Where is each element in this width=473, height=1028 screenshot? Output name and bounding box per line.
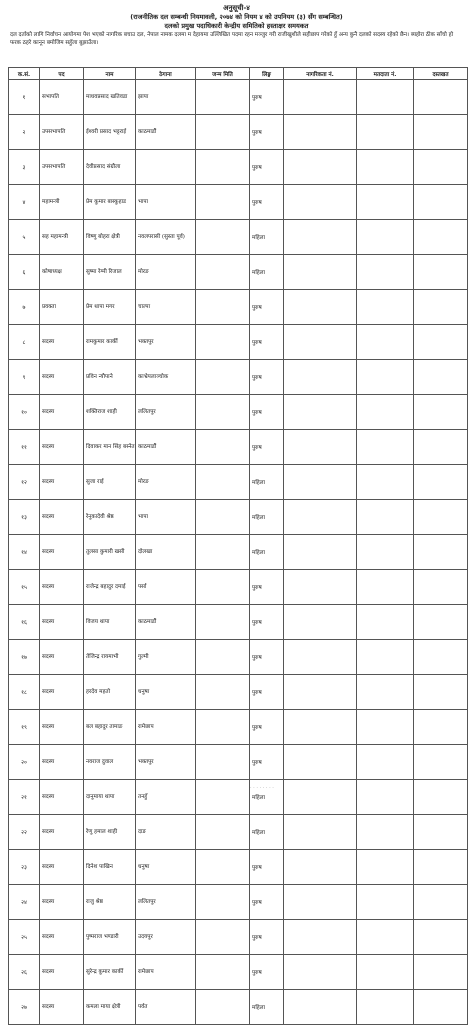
birth-date-cell bbox=[196, 220, 250, 255]
name-cell: रेणु हमाल शाही bbox=[84, 815, 136, 850]
position-cell: प्रवक्ता bbox=[40, 290, 84, 325]
signature-cell bbox=[414, 710, 468, 745]
name-cell: दानुमाया थापा bbox=[84, 780, 136, 815]
citizenship-number-cell bbox=[284, 465, 357, 500]
voter-number-cell bbox=[357, 780, 414, 815]
gender-cell: पुरुष bbox=[250, 710, 284, 745]
citizenship-number-cell bbox=[284, 675, 357, 710]
signature-cell bbox=[414, 745, 468, 780]
column-header: नागरिकता नं. bbox=[284, 68, 357, 80]
row-number: १८ bbox=[9, 675, 40, 710]
position-cell: सदस्य bbox=[40, 675, 84, 710]
address-cell: उदयपुर bbox=[136, 920, 196, 955]
signature-cell bbox=[414, 990, 468, 1025]
birth-date-cell bbox=[196, 115, 250, 150]
birth-date-cell bbox=[196, 535, 250, 570]
signature-cell bbox=[414, 430, 468, 465]
signature-cell bbox=[414, 290, 468, 325]
gender-cell: पुरुष bbox=[250, 745, 284, 780]
table-row bbox=[9, 290, 468, 325]
position-cell: सदस्य bbox=[40, 710, 84, 745]
table-row bbox=[9, 115, 468, 150]
row-number: २७ bbox=[9, 990, 40, 1025]
table-row bbox=[9, 80, 468, 115]
row-number: १० bbox=[9, 395, 40, 430]
address-cell: दाङ bbox=[136, 815, 196, 850]
position-cell: सदस्य bbox=[40, 815, 84, 850]
gender-cell: पुरुष bbox=[250, 605, 284, 640]
signature-cell bbox=[414, 395, 468, 430]
voter-number-cell bbox=[357, 430, 414, 465]
citizenship-number-cell bbox=[284, 115, 357, 150]
voter-number-cell bbox=[357, 465, 414, 500]
table-row bbox=[9, 220, 468, 255]
citizenship-number-cell bbox=[284, 570, 357, 605]
citizenship-number-cell bbox=[284, 325, 357, 360]
gender-cell: महिला bbox=[250, 815, 284, 850]
address-cell: धनुषा bbox=[136, 850, 196, 885]
gender-cell: पुरुष bbox=[250, 955, 284, 990]
name-cell: सुष्मा रेग्मी रिजाल bbox=[84, 255, 136, 290]
citizenship-number-cell bbox=[284, 815, 357, 850]
voter-number-cell bbox=[357, 990, 414, 1025]
table-row bbox=[9, 360, 468, 395]
gender-cell: पुरुष bbox=[250, 675, 284, 710]
name-cell: प्रविन न्यौपाने bbox=[84, 360, 136, 395]
citizenship-number-cell bbox=[284, 920, 357, 955]
voter-number-cell bbox=[357, 535, 414, 570]
address-cell: रामेछाप bbox=[136, 710, 196, 745]
regulation-subtitle: (राजनीतिक दल सम्बन्धी नियमावली, २०७४ को नियम ४ को उपनियम (३) सँग सम्बन्धित) bbox=[130, 13, 343, 21]
name-cell: दिवाकर मान सिंह बस्नेत bbox=[84, 430, 136, 465]
citizenship-number-cell bbox=[284, 220, 357, 255]
birth-date-cell bbox=[196, 605, 250, 640]
row-number: १७ bbox=[9, 640, 40, 675]
position-cell: सदस्य bbox=[40, 955, 84, 990]
voter-number-cell bbox=[357, 605, 414, 640]
row-number: ५ bbox=[9, 220, 40, 255]
citizenship-number-cell bbox=[284, 850, 357, 885]
birth-date-cell bbox=[196, 255, 250, 290]
birth-date-cell bbox=[196, 920, 250, 955]
table-row bbox=[9, 745, 468, 780]
birth-date-cell bbox=[196, 780, 250, 815]
birth-date-cell bbox=[196, 675, 250, 710]
faint-stamp-mark: · · · · · · · · bbox=[250, 785, 274, 791]
address-cell: पर्वत bbox=[136, 990, 196, 1025]
voter-number-cell bbox=[357, 255, 414, 290]
column-header: ठेगाना bbox=[136, 68, 196, 80]
position-cell: सदस्य bbox=[40, 465, 84, 500]
table-row bbox=[9, 885, 468, 920]
position-cell: महामन्त्री bbox=[40, 185, 84, 220]
gender-cell: पुरुष bbox=[250, 570, 284, 605]
table-row bbox=[9, 255, 468, 290]
table-row bbox=[9, 430, 468, 465]
name-cell: रेनुकादेवी श्रेष्ठ bbox=[84, 500, 136, 535]
voter-number-cell bbox=[357, 815, 414, 850]
row-number: १ bbox=[9, 80, 40, 115]
signature-cell bbox=[414, 360, 468, 395]
position-cell: सदस्य bbox=[40, 990, 84, 1025]
voter-number-cell bbox=[357, 850, 414, 885]
row-number: ९ bbox=[9, 360, 40, 395]
table-row bbox=[9, 955, 468, 990]
address-cell: भापा bbox=[136, 185, 196, 220]
column-header: दस्तखत bbox=[414, 68, 468, 80]
address-cell bbox=[136, 150, 196, 185]
table-row bbox=[9, 150, 468, 185]
position-cell: सदस्य bbox=[40, 360, 84, 395]
address-cell: काभ्रेपलाञ्चोक bbox=[136, 360, 196, 395]
address-cell: ललितपुर bbox=[136, 885, 196, 920]
row-number: २ bbox=[9, 115, 40, 150]
gender-cell: पुरुष bbox=[250, 325, 284, 360]
gender-cell: पुरुष bbox=[250, 920, 284, 955]
signature-cell bbox=[414, 640, 468, 675]
voter-number-cell bbox=[357, 395, 414, 430]
table-row bbox=[9, 815, 468, 850]
birth-date-cell bbox=[196, 570, 250, 605]
voter-number-cell bbox=[357, 290, 414, 325]
name-cell: सुरेन्द्र कुमार कार्की bbox=[84, 955, 136, 990]
birth-date-cell bbox=[196, 430, 250, 465]
table-row bbox=[9, 185, 468, 220]
row-number: १३ bbox=[9, 500, 40, 535]
birth-date-cell bbox=[196, 465, 250, 500]
gender-cell: पुरुष bbox=[250, 185, 284, 220]
birth-date-cell bbox=[196, 185, 250, 220]
row-number: २२ bbox=[9, 815, 40, 850]
name-cell: बल बहादुर तामाङ bbox=[84, 710, 136, 745]
table-row bbox=[9, 990, 468, 1025]
gender-cell: महिला bbox=[250, 465, 284, 500]
row-number: २४ bbox=[9, 885, 40, 920]
name-cell: तेजिन्द्र रायमाभी bbox=[84, 640, 136, 675]
birth-date-cell bbox=[196, 745, 250, 780]
voter-number-cell bbox=[357, 640, 414, 675]
address-cell: काठमाडौं bbox=[136, 605, 196, 640]
signature-cell bbox=[414, 955, 468, 990]
citizenship-number-cell bbox=[284, 360, 357, 395]
name-cell: प्रेम थापा मगर bbox=[84, 290, 136, 325]
row-number: २१ bbox=[9, 780, 40, 815]
row-number: २३ bbox=[9, 850, 40, 885]
birth-date-cell bbox=[196, 325, 250, 360]
signature-cell bbox=[414, 220, 468, 255]
name-cell: रामकुमार कार्की bbox=[84, 325, 136, 360]
citizenship-number-cell bbox=[284, 885, 357, 920]
signature-cell bbox=[414, 815, 468, 850]
citizenship-number-cell bbox=[284, 395, 357, 430]
column-header: लिङ्ग bbox=[250, 68, 284, 80]
row-number: १९ bbox=[9, 710, 40, 745]
birth-date-cell bbox=[196, 500, 250, 535]
birth-date-cell bbox=[196, 990, 250, 1025]
birth-date-cell bbox=[196, 850, 250, 885]
citizenship-number-cell bbox=[284, 500, 357, 535]
table-row bbox=[9, 780, 468, 815]
officials-table bbox=[8, 67, 468, 1025]
name-cell: विजय थापा bbox=[84, 605, 136, 640]
column-header: जन्म मिति bbox=[196, 68, 250, 80]
position-cell: सदस्य bbox=[40, 885, 84, 920]
citizenship-number-cell bbox=[284, 710, 357, 745]
name-cell: प्रेम कुमार बास्कुहाड bbox=[84, 185, 136, 220]
birth-date-cell bbox=[196, 290, 250, 325]
position-cell: सदस्य bbox=[40, 500, 84, 535]
signature-cell bbox=[414, 115, 468, 150]
signature-cell bbox=[414, 80, 468, 115]
gender-cell: पुरुष bbox=[250, 395, 284, 430]
position-cell: सदस्य bbox=[40, 920, 84, 955]
signature-cell bbox=[414, 675, 468, 710]
voter-number-cell bbox=[357, 710, 414, 745]
signature-cell bbox=[414, 920, 468, 955]
position-cell: सदस्य bbox=[40, 780, 84, 815]
citizenship-number-cell bbox=[284, 290, 357, 325]
signature-cell bbox=[414, 605, 468, 640]
address-cell: गुल्मी bbox=[136, 640, 196, 675]
table-row bbox=[9, 500, 468, 535]
voter-number-cell bbox=[357, 570, 414, 605]
name-cell: विष्णु बोहरा क्षेत्री bbox=[84, 220, 136, 255]
column-header: क.सं. bbox=[9, 68, 40, 80]
gender-cell: महिला bbox=[250, 535, 284, 570]
position-cell: सदस्य bbox=[40, 570, 84, 605]
table-row bbox=[9, 675, 468, 710]
address-cell: झापा bbox=[136, 80, 196, 115]
signature-cell bbox=[414, 325, 468, 360]
address-cell: मोरङ bbox=[136, 255, 196, 290]
gender-cell: पुरुष bbox=[250, 80, 284, 115]
gender-cell: महिला bbox=[250, 255, 284, 290]
signature-cell bbox=[414, 500, 468, 535]
table-row bbox=[9, 850, 468, 885]
gender-cell: महिला bbox=[250, 500, 284, 535]
table-row bbox=[9, 325, 468, 360]
signature-cell bbox=[414, 465, 468, 500]
position-cell: सदस्य bbox=[40, 640, 84, 675]
name-cell: राजु श्रेष्ठ bbox=[84, 885, 136, 920]
document-header bbox=[0, 4, 473, 31]
address-cell: धनुषा bbox=[136, 675, 196, 710]
voter-number-cell bbox=[357, 500, 414, 535]
citizenship-number-cell bbox=[284, 640, 357, 675]
name-cell: शक्तिराज शाही bbox=[84, 395, 136, 430]
declaration-text: दल दर्ताको लागि निर्वाचन आयोगमा पेश भएको नागरिक बचाउ दल, नेपाल नामक दलमा म देहायमा उल्लिखित पदमा रहन मञ्जुर गरी राजीखुशीले सहीछाप गरेको हुँ अन्य कुनै दलको सदस्य रहेको छैन। ब्यहोरा ठीक साँचो हो फरक ठहरे कानून बमोजिम सहुँला बुझाउँला। bbox=[10, 32, 454, 46]
voter-number-cell bbox=[357, 115, 414, 150]
birth-date-cell bbox=[196, 360, 250, 395]
table-row bbox=[9, 640, 468, 675]
position-cell: सदस्य bbox=[40, 745, 84, 780]
voter-number-cell bbox=[357, 920, 414, 955]
gender-cell: पुरुष bbox=[250, 430, 284, 465]
citizenship-number-cell bbox=[284, 535, 357, 570]
name-cell: माधवप्रसाद खतिवडा bbox=[84, 80, 136, 115]
table-row bbox=[9, 570, 468, 605]
position-cell: सदस्य bbox=[40, 325, 84, 360]
birth-date-cell bbox=[196, 815, 250, 850]
citizenship-number-cell bbox=[284, 605, 357, 640]
row-number: ३ bbox=[9, 150, 40, 185]
voter-number-cell bbox=[357, 675, 414, 710]
row-number: ४ bbox=[9, 185, 40, 220]
address-cell: नवलपरासी (सुस्ता पूर्व) bbox=[136, 220, 196, 255]
signature-cell bbox=[414, 885, 468, 920]
signature-cell bbox=[414, 185, 468, 220]
address-cell: रामेछाप bbox=[136, 955, 196, 990]
position-cell: उपसभापति bbox=[40, 115, 84, 150]
table-row bbox=[9, 710, 468, 745]
gender-cell: पुरुष bbox=[250, 640, 284, 675]
voter-number-cell bbox=[357, 745, 414, 780]
voter-number-cell bbox=[357, 185, 414, 220]
column-header: नाम bbox=[84, 68, 136, 80]
row-number: ७ bbox=[9, 290, 40, 325]
voter-number-cell bbox=[357, 955, 414, 990]
citizenship-number-cell bbox=[284, 955, 357, 990]
birth-date-cell bbox=[196, 640, 250, 675]
table-row bbox=[9, 465, 468, 500]
signature-cell bbox=[414, 150, 468, 185]
address-cell: चाल्पा bbox=[136, 290, 196, 325]
name-cell: सुजा राई bbox=[84, 465, 136, 500]
gender-cell: महिला bbox=[250, 990, 284, 1025]
gender-cell: पुरुष bbox=[250, 885, 284, 920]
gender-cell: पुरुष bbox=[250, 115, 284, 150]
citizenship-number-cell bbox=[284, 255, 357, 290]
gender-cell: महिला bbox=[250, 220, 284, 255]
name-cell: तुलसा कुमारी खसी bbox=[84, 535, 136, 570]
position-cell: सदस्य bbox=[40, 850, 84, 885]
row-number: २० bbox=[9, 745, 40, 780]
position-cell: सह महामन्त्री bbox=[40, 220, 84, 255]
name-cell: ईश्वरी प्रसाद भट्टराई bbox=[84, 115, 136, 150]
position-cell: सदस्य bbox=[40, 605, 84, 640]
row-number: २५ bbox=[9, 920, 40, 955]
table-row bbox=[9, 920, 468, 955]
signature-cell bbox=[414, 570, 468, 605]
schedule-title: अनुसूची-४ bbox=[223, 4, 250, 12]
address-cell: काठमाडौं bbox=[136, 430, 196, 465]
gender-cell: महिला bbox=[250, 780, 284, 815]
row-number: १२ bbox=[9, 465, 40, 500]
address-cell: पर्सा bbox=[136, 570, 196, 605]
birth-date-cell bbox=[196, 80, 250, 115]
row-number: ११ bbox=[9, 430, 40, 465]
address-cell: काठमाडौं bbox=[136, 115, 196, 150]
signature-cell bbox=[414, 535, 468, 570]
address-cell: दोलखा bbox=[136, 535, 196, 570]
gender-cell: पुरुष bbox=[250, 150, 284, 185]
position-cell: कोषाध्यक्ष bbox=[40, 255, 84, 290]
name-cell: दिनेश पाखिन bbox=[84, 850, 136, 885]
position-cell: सदस्य bbox=[40, 535, 84, 570]
address-cell: ललितपुर bbox=[136, 395, 196, 430]
voter-number-cell bbox=[357, 325, 414, 360]
position-cell: सभापति bbox=[40, 80, 84, 115]
table-row bbox=[9, 395, 468, 430]
signature-cell bbox=[414, 255, 468, 290]
voter-number-cell bbox=[357, 885, 414, 920]
row-number: १५ bbox=[9, 570, 40, 605]
table-header-row bbox=[9, 68, 468, 80]
address-cell: भापा bbox=[136, 500, 196, 535]
citizenship-number-cell bbox=[284, 185, 357, 220]
address-cell: भक्तपुर bbox=[136, 325, 196, 360]
address-cell: तनहुँ bbox=[136, 780, 196, 815]
table-heading: दलको प्रमुख पदाधिकारी केन्द्रीय समितिको हस्ताक्षर समयकत bbox=[164, 22, 309, 30]
gender-cell: पुरुष bbox=[250, 850, 284, 885]
signature-cell bbox=[414, 850, 468, 885]
name-cell: नवराज दुवाल bbox=[84, 745, 136, 780]
position-cell: सदस्य bbox=[40, 395, 84, 430]
row-number: १४ bbox=[9, 535, 40, 570]
signature-cell bbox=[414, 780, 468, 815]
name-cell: पुष्पराज भण्डारी bbox=[84, 920, 136, 955]
citizenship-number-cell bbox=[284, 430, 357, 465]
address-cell: भक्तपुर bbox=[136, 745, 196, 780]
name-cell: हरदेव महतो bbox=[84, 675, 136, 710]
voter-number-cell bbox=[357, 220, 414, 255]
birth-date-cell bbox=[196, 395, 250, 430]
row-number: ६ bbox=[9, 255, 40, 290]
birth-date-cell bbox=[196, 150, 250, 185]
table-body bbox=[9, 80, 468, 1025]
position-cell: उपसभापति bbox=[40, 150, 84, 185]
birth-date-cell bbox=[196, 885, 250, 920]
row-number: २६ bbox=[9, 955, 40, 990]
citizenship-number-cell bbox=[284, 780, 357, 815]
gender-cell: पुरुष bbox=[250, 290, 284, 325]
citizenship-number-cell bbox=[284, 150, 357, 185]
table-row bbox=[9, 535, 468, 570]
citizenship-number-cell bbox=[284, 990, 357, 1025]
row-number: ८ bbox=[9, 325, 40, 360]
address-cell: मोरङ bbox=[136, 465, 196, 500]
row-number: १६ bbox=[9, 605, 40, 640]
name-cell: देवीप्रसाद संग्रौला bbox=[84, 150, 136, 185]
voter-number-cell bbox=[357, 80, 414, 115]
position-cell: सदस्य bbox=[40, 430, 84, 465]
name-cell: कमला माया क्षेत्री bbox=[84, 990, 136, 1025]
citizenship-number-cell bbox=[284, 745, 357, 780]
column-header: पद bbox=[40, 68, 84, 80]
name-cell: राजेन्द्र बहादुर दमाई bbox=[84, 570, 136, 605]
table-row bbox=[9, 605, 468, 640]
voter-number-cell bbox=[357, 360, 414, 395]
birth-date-cell bbox=[196, 710, 250, 745]
voter-number-cell bbox=[357, 150, 414, 185]
birth-date-cell bbox=[196, 955, 250, 990]
gender-cell: पुरुष bbox=[250, 360, 284, 395]
citizenship-number-cell bbox=[284, 80, 357, 115]
column-header: मतदाता नं. bbox=[357, 68, 414, 80]
